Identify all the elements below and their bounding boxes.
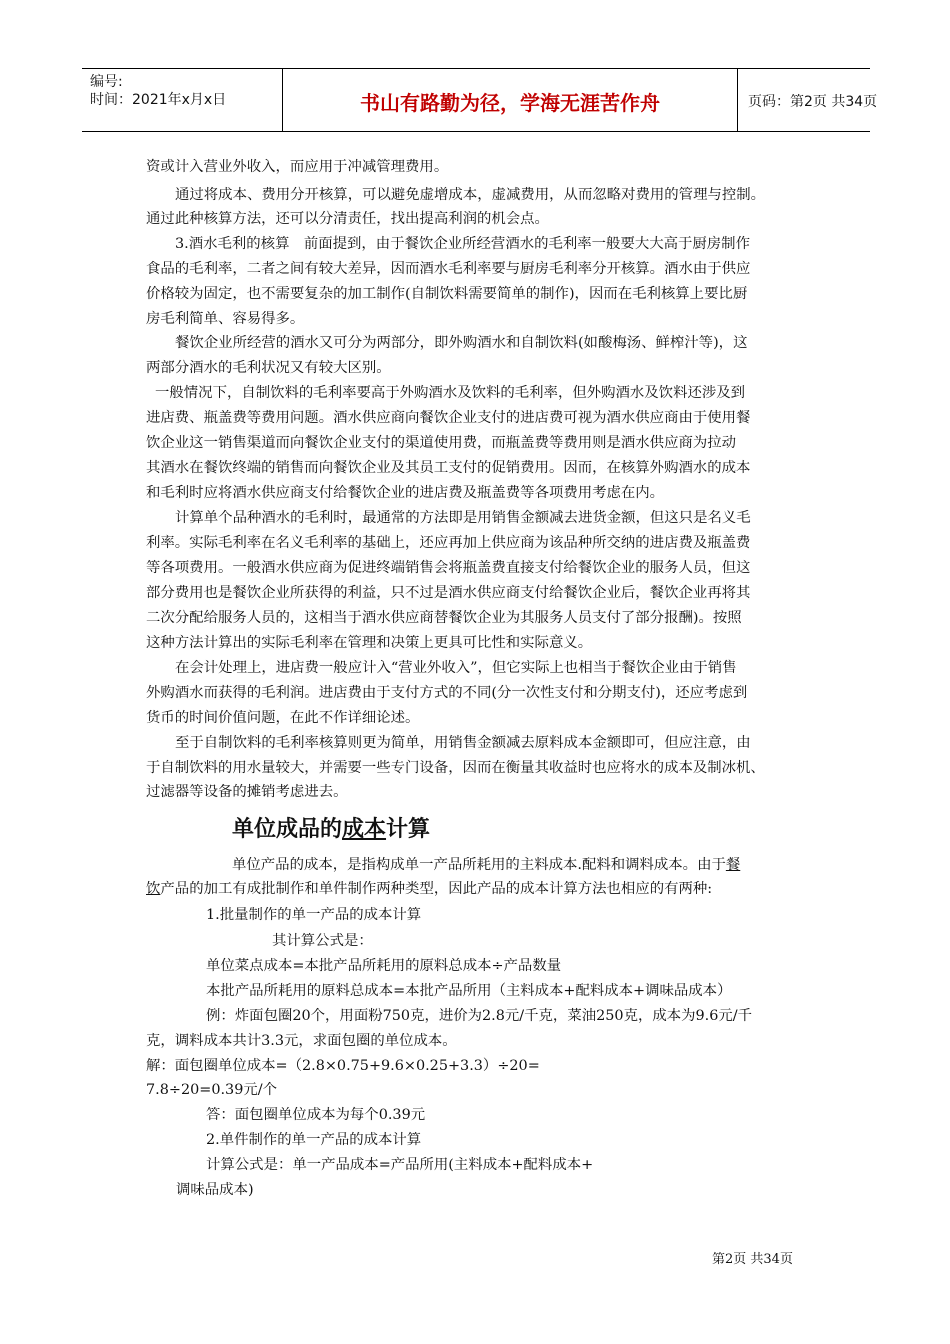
text-line: 在会计处理上，进店费一般应计入“营业外收入”，但它实际上也相当于餐饮企业由于销售 <box>175 660 737 676</box>
inline-link[interactable]: 餐 <box>725 857 741 873</box>
number-label: 编号: <box>90 74 123 90</box>
text-line: 例：炸面包圈20个，用面粉750克，进价为2.8元/千克，菜油250克，成本为9.6元/千 <box>206 1008 753 1024</box>
formula-line: 单位菜点成本=本批产品所耗用的原料总成本÷产品数量 <box>206 958 562 974</box>
text-line: 计算公式是：单一产品成本=产品所用(主料成本+配料成本+ <box>206 1157 594 1173</box>
text-line: 部分费用也是餐饮企业所获得的利益，只不过是酒水供应商支付给餐饮企业后，餐饮企业再将其 <box>146 585 751 601</box>
text-line: 于自制饮料的用水量较大，并需要一些专门设备，因而在衡量其收益时也应将水的成本及制冰机、 <box>146 760 765 776</box>
page-header <box>82 68 878 132</box>
text-line: 其计算公式是： <box>272 933 373 949</box>
text-line: 至于自制饮料的毛利率核算则更为简单，用销售金额减去原料成本金额即可，但应注意，由 <box>175 735 751 751</box>
text-line: 答：面包圈单位成本为每个0.39元 <box>206 1107 426 1123</box>
motto: 书山有路勤为径，学海无涯苦作舟 <box>360 91 660 115</box>
text-line: 货币的时间价值问题，在此不作详细论述。 <box>146 710 420 726</box>
text-line <box>146 880 712 898</box>
text-line: 解：面包圈单位成本=（2.8×0.75+9.6×0.25+3.3）÷20= <box>146 1058 540 1074</box>
inline-link[interactable]: 饮 <box>146 881 161 897</box>
text-line: 克，调料成本共计3.3元，求面包圈的单位成本。 <box>146 1033 457 1049</box>
text-line: 2.单件制作的单一产品的成本计算 <box>206 1132 422 1148</box>
text-line: 房毛利简单、容易得多。 <box>146 311 305 327</box>
text-line: 等各项费用。一般酒水供应商为促进终端销售会将瓶盖费直接支付给餐饮企业的服务人员，但这 <box>146 560 751 576</box>
text-line: 1.批量制作的单一产品的成本计算 <box>206 907 422 923</box>
text-line: 调味品成本) <box>176 1182 254 1198</box>
text-line: 7.8÷20=0.39元/个 <box>146 1082 277 1098</box>
text-line: 计算单个品种酒水的毛利时，最通常的方法即是用销售金额减去进货金额，但这只是名义毛 <box>175 510 751 526</box>
text-line: 餐饮企业所经营的酒水又可分为两部分，即外购酒水和自制饮料(如酸梅汤、鲜榨汁等)，这 <box>175 335 748 351</box>
section-title-link[interactable]: 成本 <box>342 817 387 842</box>
header-motto-cell <box>282 69 738 131</box>
text-line: 二次分配给服务人员的，这相当于酒水供应商替餐饮企业为其服务人员支付了部分报酬)。按照 <box>146 610 742 626</box>
section-title-part: 单位成品的 <box>232 817 343 842</box>
text-line: 利率。实际毛利率在名义毛利率的基础上，还应再加上供应商为该品种所交纳的进店费及瓶盖费 <box>146 535 751 551</box>
text-line: 3.酒水毛利的核算 前面提到，由于餐饮企业所经营酒水的毛利率一般要大大高于厨房制作 <box>175 236 750 252</box>
header-page-label: 页码：第2页 共34页 <box>748 94 878 110</box>
text-span: 单位产品的成本，是指构成单一产品所耗用的主料成本.配料和调料成本。由于 <box>232 857 726 873</box>
formula-line: 本批产品所耗用的原料总成本=本批产品所用（主料成本+配料成本+调味品成本） <box>206 983 732 999</box>
time-label: 时间：2021年x月x日 <box>90 92 227 108</box>
text-line: 通过将成本、费用分开核算，可以避免虚增成本，虚减费用，从而忽略对费用的管理与控制。 <box>175 187 766 203</box>
text-line: 这种方法计算出的实际毛利率在管理和决策上更具可比性和实际意义。 <box>146 635 593 651</box>
text-line: 外购酒水而获得的毛利润。进店费由于支付方式的不同(分一次性支付和分期支付)，还应考虑到 <box>146 685 748 701</box>
page-footer: 第2页 共34页 <box>712 1252 793 1267</box>
text-line: 进店费、瓶盖费等费用问题。酒水供应商向餐饮企业支付的进店费可视为酒水供应商由于使用餐 <box>146 410 751 426</box>
section-title <box>232 812 430 843</box>
text-line: 和毛利时应将酒水供应商支付给餐饮企业的进店费及瓶盖费等各项费用考虑在内。 <box>146 485 665 501</box>
text-line: 饮企业这一销售渠道而向餐饮企业支付的渠道使用费，而瓶盖费等费用则是酒水供应商为拉动 <box>146 435 737 451</box>
text-line: 其酒水在餐饮终端的销售而向餐饮企业及其员工支付的促销费用。因而，在核算外购酒水的成本 <box>146 460 751 476</box>
text-span: 产品的加工有成批制作和单件制作两种类型，因此产品的成本计算方法也相应的有两种: <box>160 881 713 897</box>
text-line: 价格较为固定，也不需要复杂的加工制作(自制饮料需要简单的制作)，因而在毛利核算上要比厨 <box>146 286 748 302</box>
text-line: 食品的毛利率，二者之间有较大差异，因而酒水毛利率要与厨房毛利率分开核算。酒水由于供应 <box>146 261 751 277</box>
text-line: 资或计入营业外收入，而应用于冲减管理费用。 <box>146 159 449 175</box>
text-line: 一般情况下，自制饮料的毛利率要高于外购酒水及饮料的毛利率，但外购酒水及饮料还涉及到 <box>155 385 746 401</box>
section-title-part: 计算 <box>386 817 431 842</box>
header-info-cell <box>82 69 282 131</box>
text-line: 通过此种核算方法，还可以分清责任，找出提高利润的机会点。 <box>146 211 549 227</box>
text-line: 过滤器等设备的摊销考虑进去。 <box>146 784 348 800</box>
text-line <box>232 856 740 874</box>
text-line: 两部分酒水的毛利状况又有较大区别。 <box>146 360 391 376</box>
